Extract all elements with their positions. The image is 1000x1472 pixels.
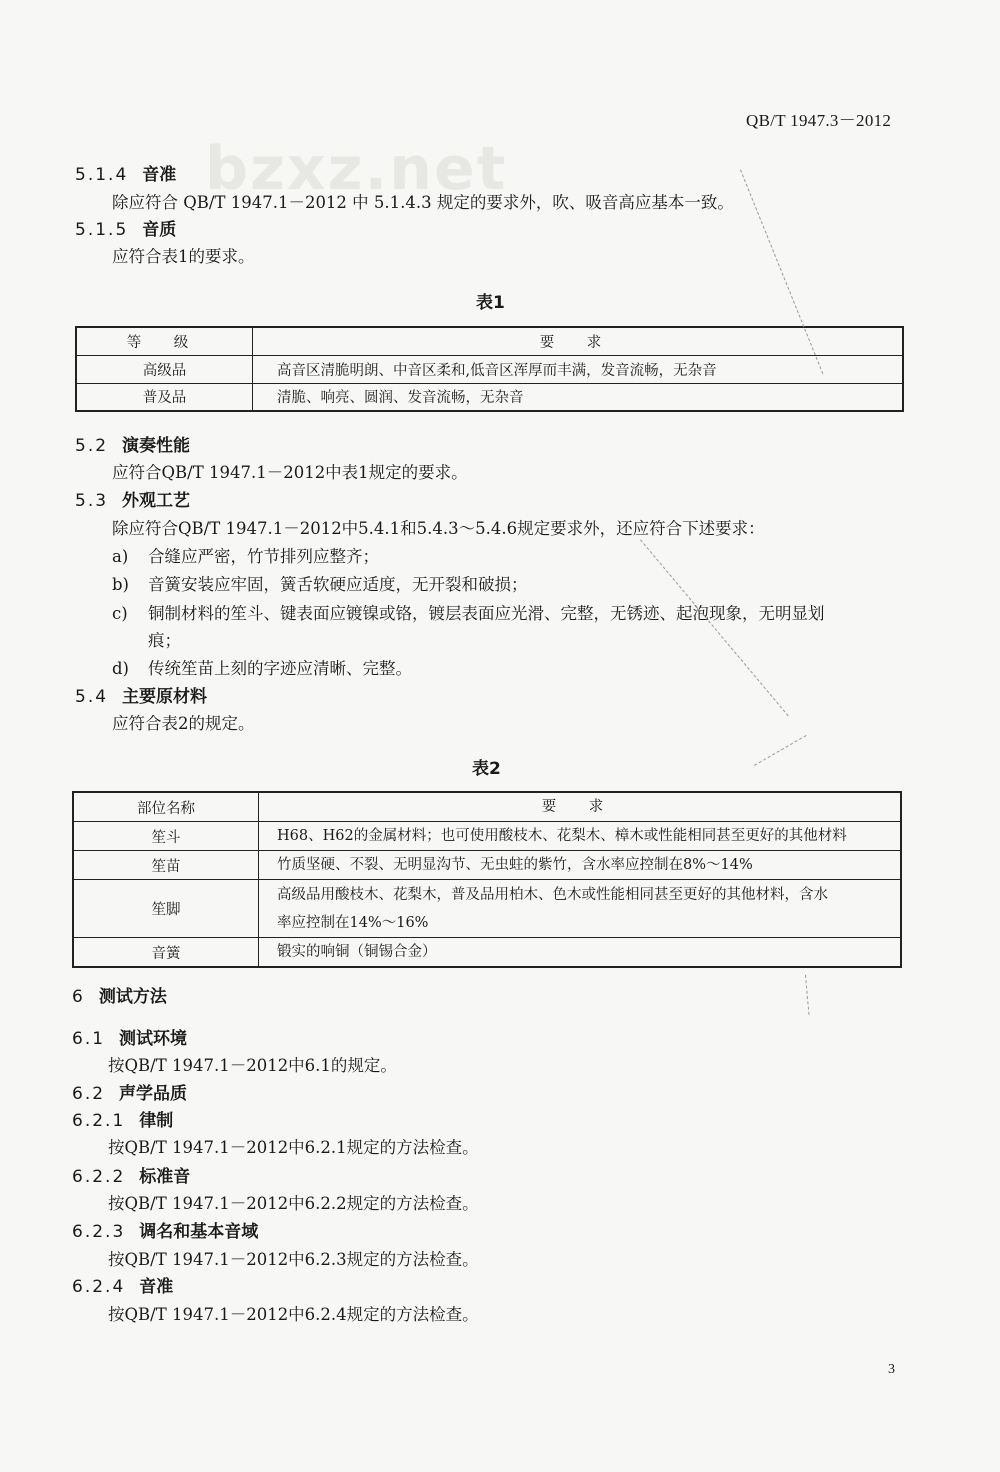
list-item — [112, 655, 412, 679]
section-number: 5.3 — [75, 491, 109, 511]
list-label: b) — [112, 575, 129, 594]
table-row — [73, 822, 901, 851]
section-5-3-text: 除应符合QB/T 1947.1－2012中5.4.1和5.4.3～5.4.6规定要求外，还应符合下述要求： — [112, 519, 765, 538]
section-6-2-2-text: 按QB/T 1947.1－2012中6.2.2规定的方法检查。 — [108, 1194, 479, 1213]
section-title: 测试环境 — [119, 1029, 188, 1049]
table2-caption: 表2 — [472, 759, 501, 779]
table-cell: 普及品 — [76, 383, 253, 411]
document-code-header: QB/T 1947.3－2012 — [746, 111, 892, 130]
table-row — [76, 355, 903, 383]
section-title: 主要原材料 — [122, 687, 208, 707]
table-cell: H68、H62的金属材料；也可使用酸枝木、花梨木、樟木或性能相同甚至更好的其他材料 — [259, 822, 902, 851]
section-6-2-4-heading — [72, 1272, 173, 1297]
section-title: 律制 — [139, 1111, 174, 1131]
table-cell: 高音区清脆明朗、中音区柔和,低音区浑厚而丰满，发音流畅，无杂音 — [253, 355, 904, 383]
section-6-2-heading — [72, 1079, 187, 1104]
cell-line: 高级品用酸枝木、花梨木，普及品用柏木、色木或性能相同甚至更好的其他材料，含水 — [277, 886, 828, 903]
section-6-2-3-text: 按QB/T 1947.1－2012中6.2.3规定的方法检查。 — [108, 1250, 479, 1269]
section-5-1-4-text: 除应符合 QB/T 1947.1－2012 中 5.1.4.3 规定的要求外，吹、吸音高应基本一致。 — [112, 193, 734, 212]
table1-caption: 表1 — [476, 293, 505, 313]
table-header-cell: 要 求 — [253, 327, 904, 355]
section-number: 6.2 — [72, 1084, 106, 1104]
list-text: 音簧安装应牢固，簧舌软硬应适度，无开裂和破损； — [148, 575, 528, 594]
list-label: c) — [112, 604, 128, 623]
table1 — [75, 326, 904, 412]
table-row — [76, 383, 903, 411]
section-number: 5.1.5 — [75, 220, 129, 240]
table-header-cell: 部位名称 — [73, 792, 259, 822]
table-cell — [259, 880, 902, 938]
section-6-heading — [72, 982, 167, 1007]
table-cell: 高级品 — [76, 355, 253, 383]
page-number: 3 — [888, 1362, 895, 1377]
table-cell: 清脆、响亮、圆润、发音流畅，无杂音 — [253, 383, 904, 411]
section-number: 5.2 — [75, 436, 109, 456]
section-5-2-heading — [75, 431, 190, 456]
table-header-cell: 等 级 — [76, 327, 253, 355]
table2 — [72, 791, 902, 968]
table-row — [73, 880, 901, 938]
section-title: 音准 — [142, 165, 177, 185]
scan-scratch-mark — [754, 735, 806, 766]
section-6-2-3-heading — [72, 1217, 258, 1242]
section-5-3-heading — [75, 486, 190, 511]
section-number: 6 — [72, 987, 85, 1007]
section-title: 音准 — [139, 1277, 174, 1297]
list-item-continuation: 痕； — [148, 631, 181, 650]
section-6-2-2-heading — [72, 1162, 190, 1187]
section-5-1-4-heading — [75, 160, 176, 185]
section-title: 调名和基本音域 — [139, 1222, 259, 1242]
section-title: 测试方法 — [98, 987, 167, 1007]
section-5-4-text: 应符合表2的规定。 — [112, 714, 255, 733]
section-title: 外观工艺 — [122, 491, 191, 511]
scan-scratch-mark — [640, 539, 789, 716]
section-title: 标准音 — [139, 1167, 191, 1187]
list-text: 传统笙苗上刻的字迹应清晰、完整。 — [148, 659, 412, 678]
section-number: 6.1 — [72, 1029, 106, 1049]
section-6-2-4-text: 按QB/T 1947.1－2012中6.2.4规定的方法检查。 — [108, 1305, 479, 1324]
table-cell: 笙斗 — [73, 822, 259, 851]
section-number: 6.2.2 — [72, 1167, 126, 1187]
table-row — [73, 938, 901, 968]
table-header-cell: 要 求 — [259, 792, 902, 822]
section-6-1-text: 按QB/T 1947.1－2012中6.1的规定。 — [108, 1056, 397, 1075]
section-5-1-5-heading — [75, 215, 176, 240]
list-label: d) — [112, 659, 129, 678]
list-label: a) — [112, 547, 129, 566]
table-row — [73, 851, 901, 880]
section-number: 6.2.4 — [72, 1277, 126, 1297]
section-title: 音质 — [142, 220, 177, 240]
table-cell: 竹质坚硬、不裂、无明显沟节、无虫蛀的紫竹，含水率应控制在8%～14% — [259, 851, 902, 880]
section-5-2-text: 应符合QB/T 1947.1－2012中表1规定的要求。 — [112, 463, 468, 482]
section-number: 6.2.3 — [72, 1222, 126, 1242]
watermark-logo: bzxz.net — [205, 134, 508, 204]
section-6-1-heading — [72, 1024, 187, 1049]
section-number: 5.1.4 — [75, 165, 129, 185]
section-title: 声学品质 — [119, 1084, 188, 1104]
cell-line: 率应控制在14%～16% — [277, 914, 429, 931]
table-header-row — [73, 792, 901, 822]
section-5-4-heading — [75, 682, 207, 707]
list-text: 合缝应严密，竹节排列应整齐； — [148, 547, 379, 566]
table-cell: 音簧 — [73, 938, 259, 968]
table-header-row — [76, 327, 903, 355]
list-item — [112, 543, 379, 567]
section-5-1-5-text: 应符合表1的要求。 — [112, 247, 255, 266]
table-cell: 锻实的响铜（铜锡合金） — [259, 938, 902, 968]
section-number: 6.2.1 — [72, 1111, 126, 1131]
section-number: 5.4 — [75, 687, 109, 707]
list-text: 铜制材料的笙斗、键表面应镀镍或铬，镀层表面应光滑、完整，无锈迹、起泡现象，无明显划 — [148, 604, 825, 623]
section-6-2-1-text: 按QB/T 1947.1－2012中6.2.1规定的方法检查。 — [108, 1138, 479, 1157]
section-title: 演奏性能 — [122, 436, 191, 456]
list-item — [112, 571, 528, 595]
list-item — [112, 600, 825, 624]
table-cell: 笙苗 — [73, 851, 259, 880]
table-cell: 笙脚 — [73, 880, 259, 938]
section-6-2-1-heading — [72, 1106, 173, 1131]
scan-scratch-mark — [805, 975, 809, 1015]
